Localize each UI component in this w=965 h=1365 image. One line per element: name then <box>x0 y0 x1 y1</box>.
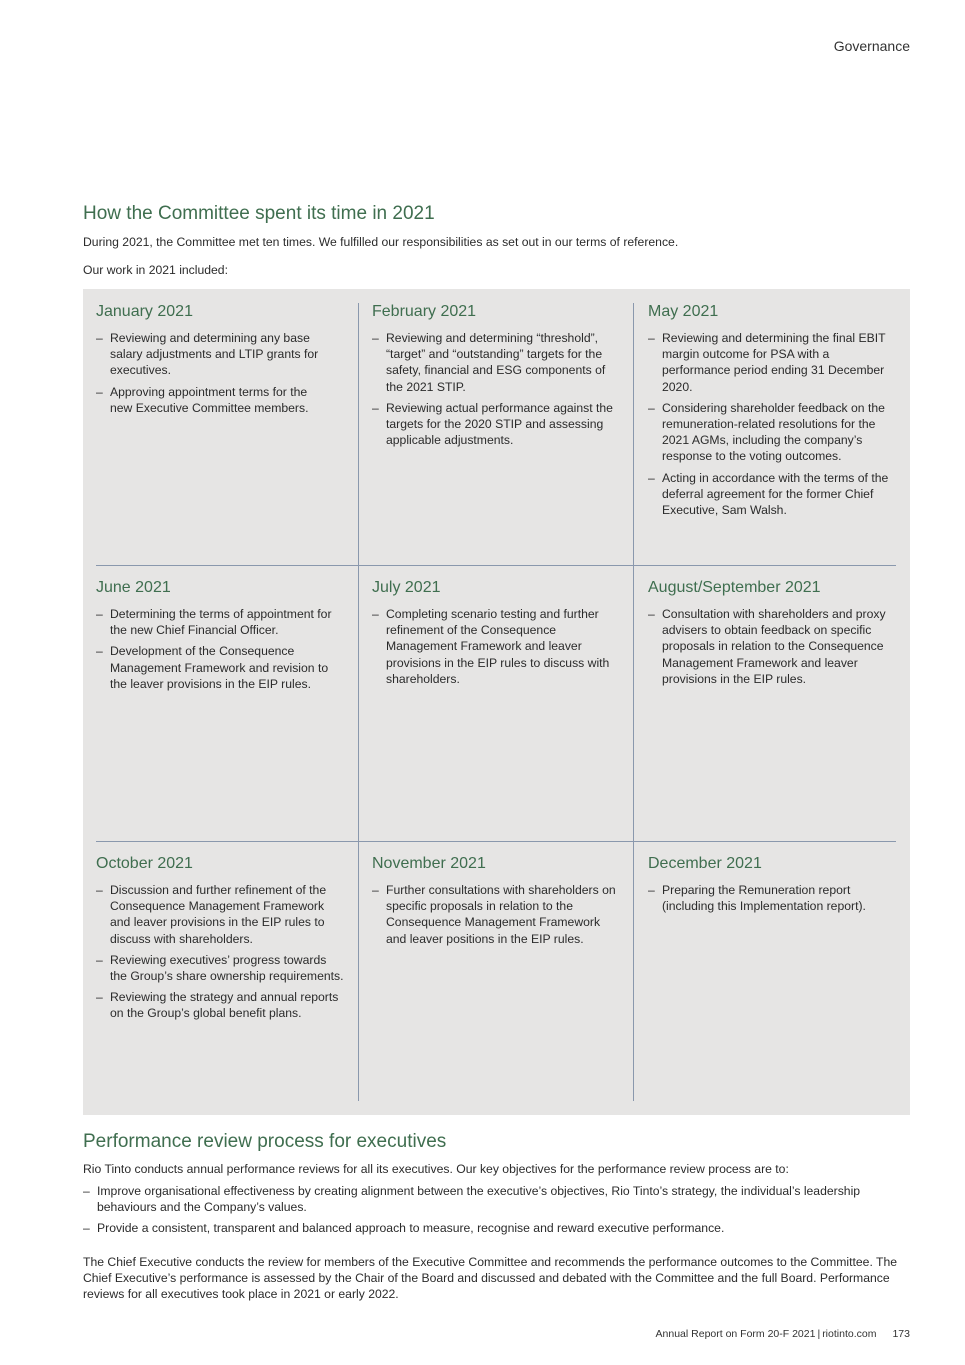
month-cell-august-september <box>635 565 910 841</box>
performance-intro: Rio Tinto conducts annual performance reviews for all its executives. Our key objectives for the performance review process are to: <box>83 1162 789 1176</box>
activity-item: – Approving appointment terms for the new Executive Committee members. <box>96 384 331 416</box>
activity-item: – Reviewing and determining any base salary adjustments and LTIP grants for executives. <box>96 330 331 379</box>
objective-item: – Provide a consistent, transparent and balanced approach to measure, recognise and reward executive performance. <box>83 1220 910 1236</box>
committee-intro: During 2021, the Committee met ten times. We fulfilled our responsibilities as set out in our terms of reference. <box>83 235 679 249</box>
committee-title: How the Committee spent its time in 2021 <box>83 203 435 224</box>
activity-item: – Preparing the Remuneration report (including this Implementation report). <box>648 882 893 914</box>
footer-separator: | <box>817 1328 821 1340</box>
month-cell-january <box>83 289 359 565</box>
column-divider <box>633 303 634 1101</box>
month-title: May 2021 <box>648 303 719 320</box>
objective-item: – Improve organisational effectiveness by creating alignment between the executive’s objectives, Rio Tinto’s strategy, the individual’s leadership behaviours and the Company’s values. <box>83 1183 910 1215</box>
activity-item: – Reviewing the strategy and annual reports on the Group’s global benefit plans. <box>96 989 346 1021</box>
page-number: 173 <box>892 1328 910 1340</box>
month-title: February 2021 <box>372 303 477 320</box>
month-cell-november <box>359 841 635 1115</box>
activity-item: – Development of the Consequence Management Framework and revision to the leaver provisions in the EIP rules. <box>96 643 346 692</box>
activity-item: – Determining the terms of appointment for the new Chief Financial Officer. <box>96 606 346 638</box>
activity-item: – Completing scenario testing and further refinement of the Consequence Management Framework and leaver provisions in the EIP rules to discuss with shareholders. <box>372 606 622 687</box>
month-title: December 2021 <box>648 855 762 872</box>
activity-item: – Reviewing actual performance against the targets for the 2020 STIP and assessing applicable adjustments. <box>372 400 620 449</box>
month-cell-october <box>83 841 359 1115</box>
committee-lead: Our work in 2021 included: <box>83 263 228 277</box>
month-title: August/September 2021 <box>648 579 821 596</box>
page-footer <box>656 1328 910 1340</box>
month-cell-february <box>359 289 635 565</box>
column-divider <box>358 303 359 1101</box>
month-title: June 2021 <box>96 579 171 596</box>
performance-closing: The Chief Executive conducts the review for members of the Executive Committee and recommends the performance outcomes to the Committee. The Chief Executive’s performance is assessed by the Chair of the Board and discussed and debated with the Committee and the full Board. Performance reviews for all executives took place in 2021 or early 2022. <box>83 1255 897 1301</box>
row-divider <box>96 565 896 566</box>
activity-item: – Acting in accordance with the terms of the deferral agreement for the former Chief Executive, Sam Walsh. <box>648 470 893 519</box>
performance-objectives-list <box>83 1183 910 1241</box>
month-cell-june <box>83 565 359 841</box>
activity-item: – Reviewing and determining “threshold”, “target” and “outstanding” targets for the safety, financial and ESG components of the 2021 STIP. <box>372 330 620 395</box>
month-cell-july <box>359 565 635 841</box>
month-title: November 2021 <box>372 855 486 872</box>
month-title: October 2021 <box>96 855 193 872</box>
activity-item: – Discussion and further refinement of the Consequence Management Framework and leaver provisions in the EIP rules to discuss with shareholders. <box>96 882 346 947</box>
month-title: July 2021 <box>372 579 441 596</box>
month-cell-may <box>635 289 910 565</box>
activity-item: – Reviewing and determining the final EBIT margin outcome for PSA with a performance period ending 31 December 2020. <box>648 330 893 395</box>
footer-report-title: Annual Report on Form 20-F 2021 <box>655 1328 816 1340</box>
section-header: Governance <box>833 38 910 54</box>
activity-item: – Further consultations with shareholders on specific proposals in relation to the Consequence Management Framework and leaver positions in the EIP rules. <box>372 882 622 947</box>
footer-site: riotinto.com <box>822 1328 877 1340</box>
month-cell-december <box>635 841 910 1115</box>
monthly-activities-panel <box>83 289 910 1115</box>
month-title: January 2021 <box>96 303 193 320</box>
row-divider <box>96 841 896 842</box>
activity-item: – Considering shareholder feedback on the remuneration-related resolutions for the 2021 AGMs, including the company’s response to the voting outcomes. <box>648 400 893 465</box>
performance-title: Performance review process for executives <box>83 1131 447 1152</box>
activity-item: – Reviewing executives’ progress towards the Group’s share ownership requirements. <box>96 952 346 984</box>
activity-item: – Consultation with shareholders and proxy advisers to obtain feedback on specific proposals in relation to the Consequence Management Framework and leaver provisions in the EIP rules. <box>648 606 900 687</box>
